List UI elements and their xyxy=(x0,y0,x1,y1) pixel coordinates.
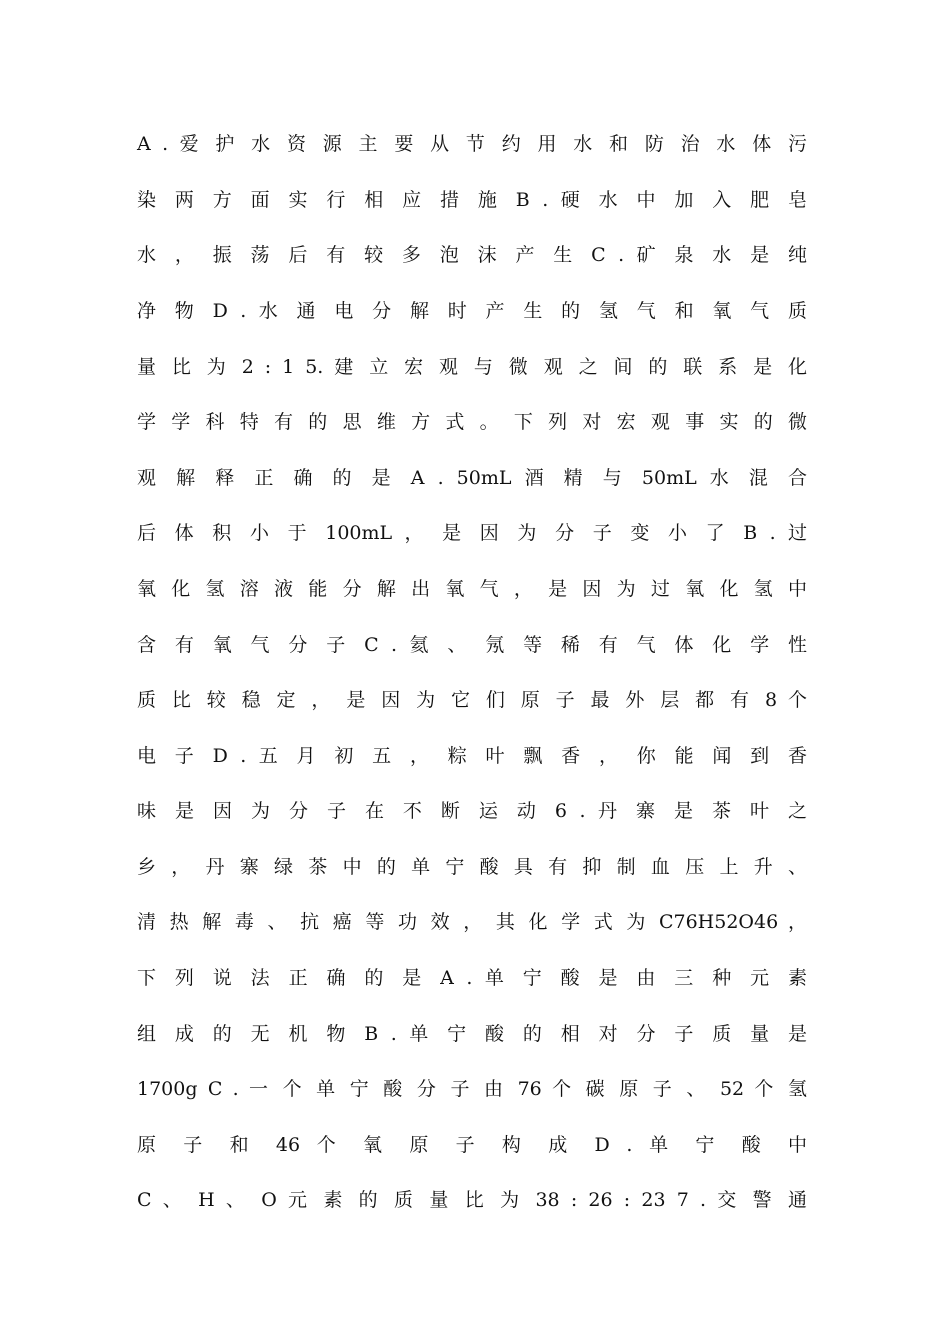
text-line: 含 有 氧 气 分 子 C . 氦 、 氖 等 稀 有 气 体 化 学 性 xyxy=(137,634,807,656)
text-line: 清 热 解 毒 、 抗 癌 等 功 效 ， 其 化 学 式 为 C76H52O46 ， xyxy=(137,911,807,933)
text-line: 氧 化 氢 溶 液 能 分 解 出 氧 气 ， 是 因 为 过 氧 化 氢 中 xyxy=(137,578,807,600)
text-line: 量 比 为 2 : 1 5. 建 立 宏 观 与 微 观 之 间 的 联 系 是 化 xyxy=(137,356,807,378)
text-line: 原 子 和 46 个 氧 原 子 构 成 D . 单 宁 酸 中 xyxy=(137,1134,807,1156)
text-line: C 、 H 、 O 元 素 的 质 量 比 为 38 : 26 : 23 7 . 交 警 通 xyxy=(137,1189,807,1211)
text-line: 后 体 积 小 于 100mL ， 是 因 为 分 子 变 小 了 B . 过 xyxy=(137,522,807,544)
text-line: 净 物 D . 水 通 电 分 解 时 产 生 的 氢 气 和 氧 气 质 xyxy=(137,300,807,322)
text-line: 组 成 的 无 机 物 B . 单 宁 酸 的 相 对 分 子 质 量 是 xyxy=(137,1023,807,1045)
text-line: 电 子 D . 五 月 初 五 ， 粽 叶 飘 香 ， 你 能 闻 到 香 xyxy=(137,745,807,767)
text-line: 学 学 科 特 有 的 思 维 方 式 。 下 列 对 宏 观 事 实 的 微 xyxy=(137,411,807,433)
text-line: 质 比 较 稳 定 ， 是 因 为 它 们 原 子 最 外 层 都 有 8 个 xyxy=(137,689,807,711)
text-line: 1700g C . 一 个 单 宁 酸 分 子 由 76 个 碳 原 子 、 52 个 氢 xyxy=(137,1078,807,1100)
text-line: 水 ， 振 荡 后 有 较 多 泡 沫 产 生 C . 矿 泉 水 是 纯 xyxy=(137,244,807,266)
text-line: 染 两 方 面 实 行 相 应 措 施 B . 硬 水 中 加 入 肥 皂 xyxy=(137,189,807,211)
text-line: A . 爱 护 水 资 源 主 要 从 节 约 用 水 和 防 治 水 体 污 xyxy=(137,133,807,155)
text-line: 味 是 因 为 分 子 在 不 断 运 动 6 . 丹 寨 是 茶 叶 之 xyxy=(137,800,807,822)
text-line: 下 列 说 法 正 确 的 是 A . 单 宁 酸 是 由 三 种 元 素 xyxy=(137,967,807,989)
text-line: 乡 ， 丹 寨 绿 茶 中 的 单 宁 酸 具 有 抑 制 血 压 上 升 、 xyxy=(137,856,807,878)
text-line: 观 解 释 正 确 的 是 A . 50mL 酒 精 与 50mL 水 混 合 xyxy=(137,467,807,489)
